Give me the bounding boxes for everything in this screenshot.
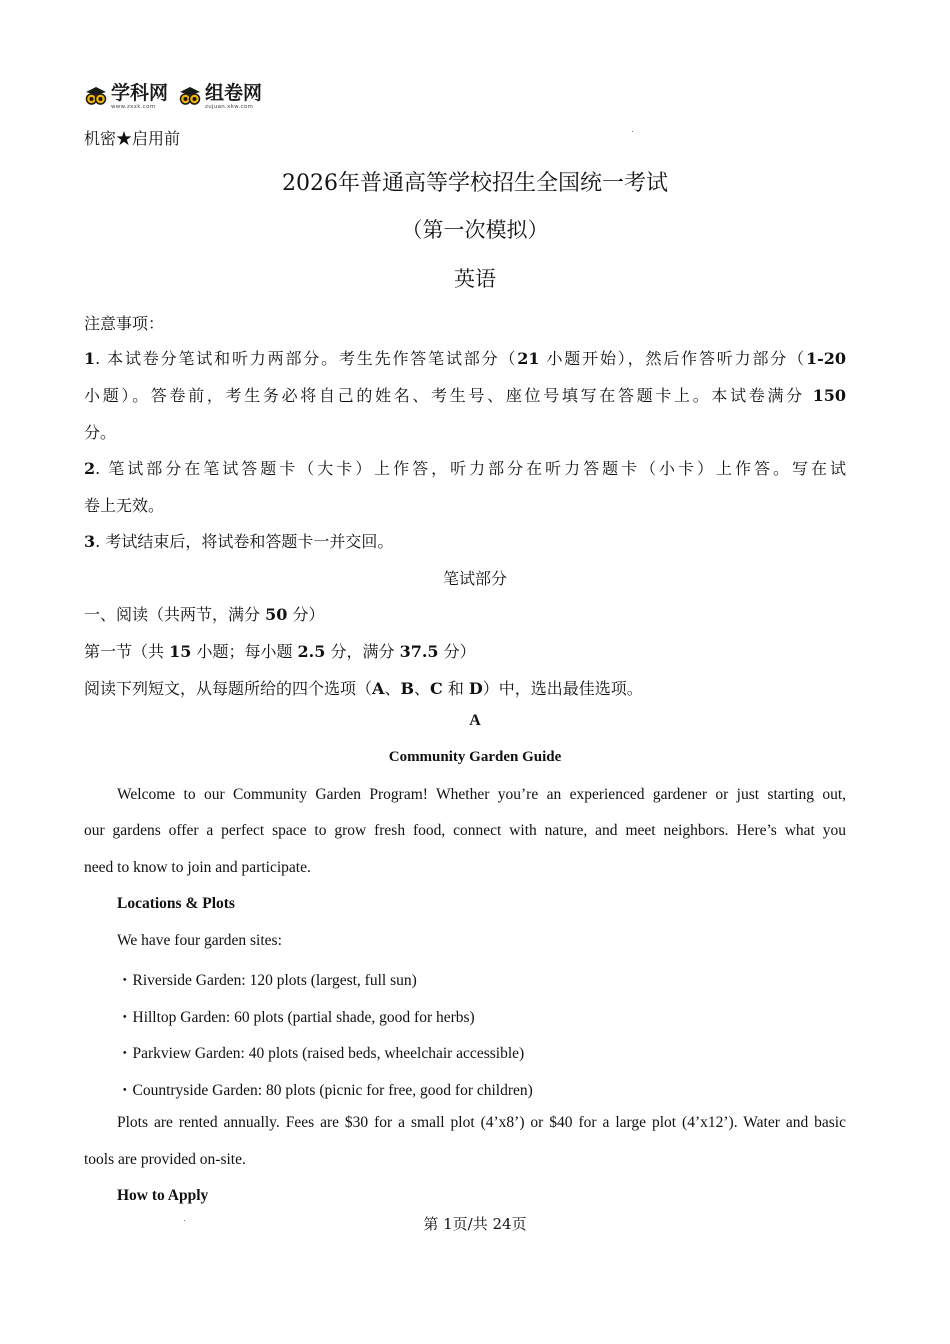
section-one-heading [84,639,476,662]
note-number-inline: 1-20 [805,349,846,368]
owl-icon [84,84,108,108]
heading-number: 37.5 [399,642,439,661]
logo-url: www.zxxk.com [111,104,156,110]
note-number-inline: 150 [812,386,846,405]
option-letter: D [468,679,483,698]
note-text: . 本试卷分笔试和听力两部分。考生先作答笔试部分（ [95,349,518,368]
instruction-text: 、 [384,679,401,698]
passage-intro-line-2: our gardens offer a perfect space to grow fresh food, connect with nature, and meet neighbors. Here’s what you [84,822,846,839]
note-number: 2 [84,459,96,478]
confidential-label: 机密★启用前 [84,129,181,148]
instruction-text: ）中，选出最佳选项。 [482,679,643,698]
heading-text: 小题；每小题 [191,642,298,661]
heading-text: 分） [438,642,476,661]
note-text: 小题开始），然后作答听力部分（ [539,349,806,368]
heading-number: 50 [265,605,288,624]
reading-instruction [84,676,643,699]
passage-intro-line-3: need to know to join and participate. [84,859,311,876]
note-item-2-line-2: 卷上无效。 [84,496,165,515]
site-item: ・Parkview Garden: 40 plots (raised beds, wheelchair accessible) [117,1045,525,1062]
note-item-2-line-1 [84,456,846,479]
logo-url: zujuan.xkw.com [205,104,254,110]
instruction-text: 阅读下列短文，从每题所给的四个选项（ [84,679,373,698]
site-item: ・Riverside Garden: 120 plots (largest, full sun) [117,972,417,989]
note-number: 1 [84,349,96,368]
page-number: 第 1页/共 24页 [423,1215,527,1233]
logo-xuekewang [84,84,168,111]
logo-zujuanwang [178,84,262,111]
heading-text: 一、阅读（共两节，满分 [84,605,266,624]
option-letter: B [400,679,414,698]
header-logos [84,84,262,111]
fees-line-1: Plots are rented annually. Fees are $30 for a small plot (4’x8’) or $40 for a large plot (4’x12’). Water and basic [117,1114,846,1131]
locations-heading: Locations & Plots [117,895,235,912]
note-number: 3 [84,532,96,551]
note-item-1-line-3: 分。 [84,423,117,442]
note-text: . 考试结束后，将试卷和答题卡一并交回。 [95,532,394,551]
option-letter: A [372,679,385,698]
part-one-heading [84,602,324,625]
heading-text: 分，满分 [325,642,400,661]
note-item-1-line-1 [84,346,846,369]
note-text: 小题）。答卷前，考生务必将自己的姓名、考生号、座位号填写在答题卡上。本试卷满分 [84,386,813,405]
heading-text: 分） [287,605,325,624]
heading-number: 2.5 [297,642,326,661]
passage-intro-line-1: Welcome to our Community Garden Program! Whether you’re an experienced gardener or just starting out, [117,786,846,803]
logo-name: 学科网 [111,82,169,104]
note-text: . 笔试部分在笔试答题卡（大卡）上作答，听力部分在听力答题卡（小卡）上作答。写在试 [95,459,846,478]
sites-intro: We have four garden sites: [117,932,282,949]
notes-heading: 注意事项： [84,314,165,333]
exam-title: 2026年普通高等学校招生全国统一考试 [282,171,668,196]
site-item: ・Countryside Garden: 80 plots (picnic for free, good for children) [117,1082,533,1099]
logo-name: 组卷网 [205,82,263,104]
scan-dot [632,131,633,132]
exam-subject: 英语 [454,267,496,291]
note-item-1-line-2 [84,383,846,406]
passage-title: Community Garden Guide [388,749,562,765]
fees-line-2: tools are provided on-site. [84,1151,246,1168]
note-number-inline: 21 [517,349,540,368]
option-letter: C [430,679,443,698]
heading-number: 15 [169,642,192,661]
owl-icon [178,84,202,108]
note-item-3 [84,529,393,552]
instruction-text: 和 [442,679,469,698]
exam-subtitle: （第一次模拟） [401,218,549,242]
passage-letter: A [469,712,481,729]
apply-heading: How to Apply [117,1187,209,1204]
written-part-heading: 笔试部分 [442,569,507,588]
heading-text: 第一节（共 [84,642,170,661]
instruction-text: 、 [413,679,430,698]
site-item: ・Hilltop Garden: 60 plots (partial shade, good for herbs) [117,1009,475,1026]
